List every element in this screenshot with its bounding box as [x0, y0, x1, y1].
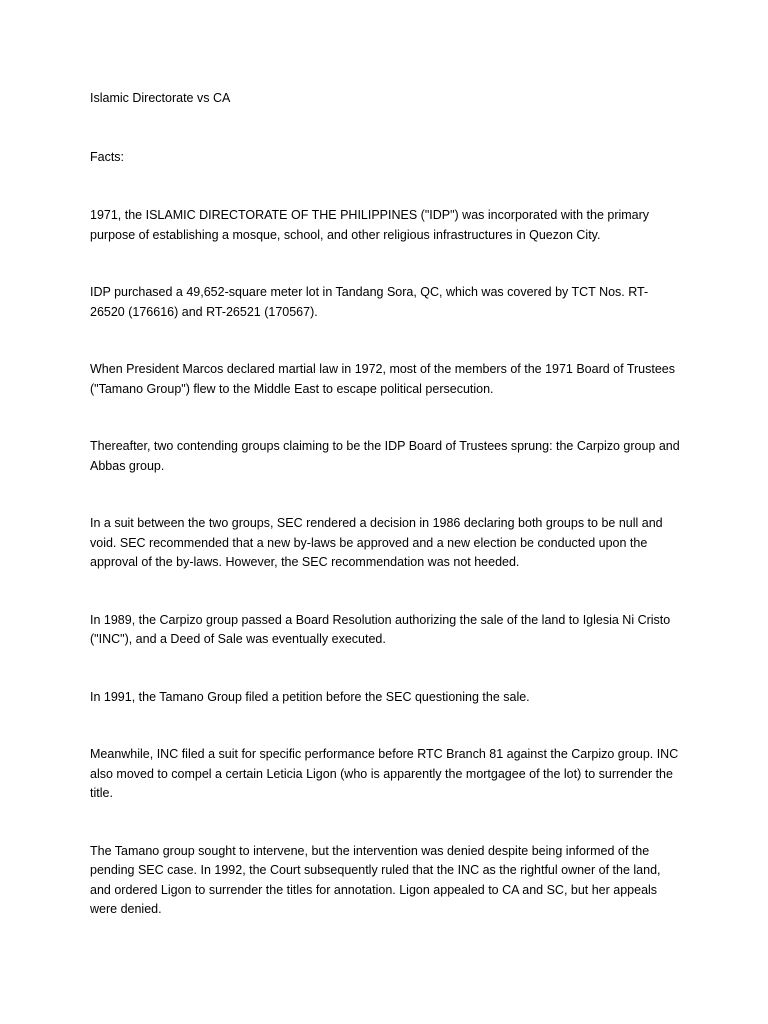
paragraph-contending-groups: Thereafter, two contending groups claiming to be the IDP Board of Trustees sprung: the Carpizo group and Abbas group. — [90, 439, 680, 473]
paragraph-inc-suit: Meanwhile, INC filed a suit for specific performance before RTC Branch 81 against the Carpizo group. INC also moved to compel a certain Leticia Ligon (who is apparently the mortgagee of the lot) to surrender the title. — [90, 747, 679, 800]
paragraph-idp-incorporation: 1971, the ISLAMIC DIRECTORATE OF THE PHILIPPINES ("IDP") was incorporated with the primary purpose of establishing a mosque, school, and other religious infrastructures in Quezon City. — [90, 208, 650, 242]
paragraph-martial-law: When President Marcos declared martial law in 1972, most of the members of the 1971 Board of Trustees ("Tamano Group") flew to the Middle East to escape political persecution. — [90, 362, 676, 396]
document-title: Islamic Directorate vs CA — [90, 91, 231, 105]
paragraph-intervention-denied: The Tamano group sought to intervene, but the intervention was denied despite being informed of the pending SEC case. In 1992, the Court subsequently ruled that the INC as the rightful owner of the land, and ordered Ligon to surrender the titles for annotation. Ligon appealed to CA and SC, but her appeals were denied. — [90, 843, 661, 916]
paragraph-tamano-petition: In 1991, the Tamano Group filed a petition before the SEC questioning the sale. — [90, 689, 530, 704]
paragraph-lot-purchase: IDP purchased a 49,652-square meter lot in Tandang Sora, QC, which was covered by TCT Nos. RT-26520 (176616) and RT-26521 (170567). — [90, 285, 649, 319]
facts-heading: Facts: — [90, 149, 125, 164]
document-page — [90, 89, 680, 958]
paragraph-sale-to-inc: In 1989, the Carpizo group passed a Board Resolution authorizing the sale of the land to Iglesia Ni Cristo ("INC"), and a Deed of Sale was eventually executed. — [90, 612, 671, 646]
paragraph-sec-decision: In a suit between the two groups, SEC rendered a decision in 1986 declaring both groups to be null and void. SEC recommended that a new by-laws be approved and a new election be conducted upon the approval of the by-laws. However, the SEC recommendation was not heeded. — [90, 516, 663, 569]
